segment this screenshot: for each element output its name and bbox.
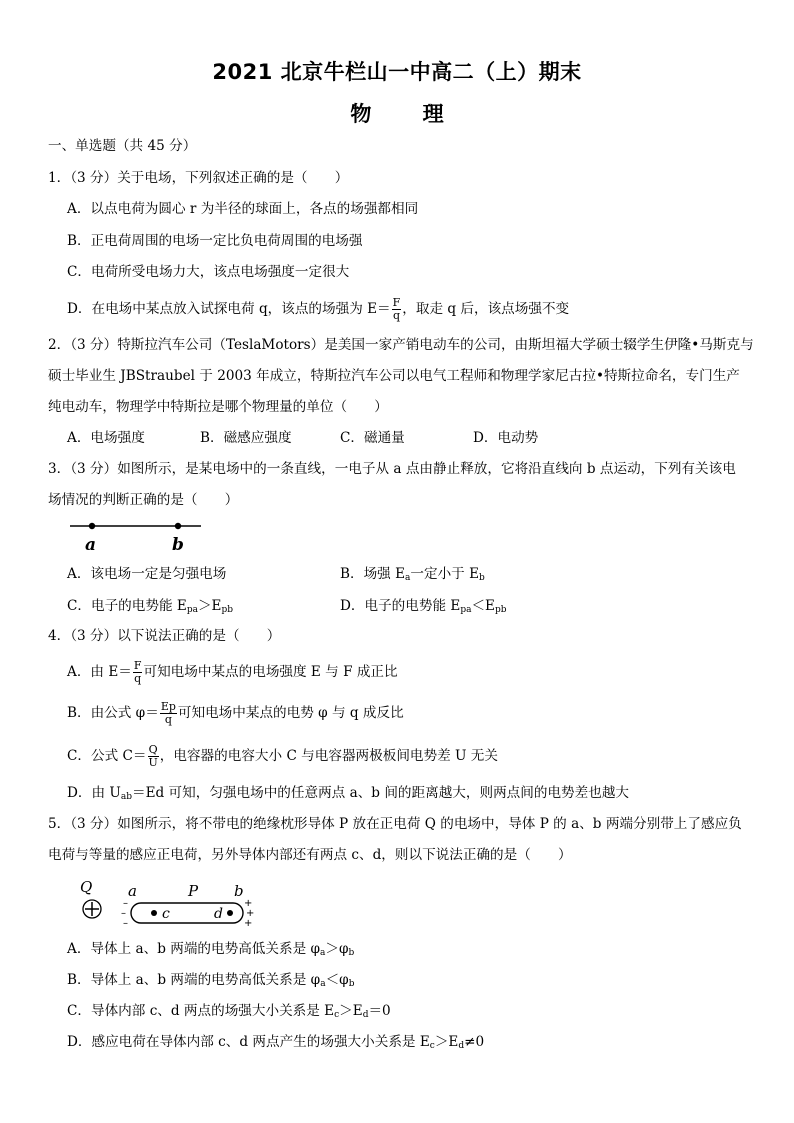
q5-pos-charge-2: + — [246, 908, 255, 919]
q4-a-post: 可知电场中某点的电场强度 E 与 F 成正比 — [143, 664, 398, 680]
q3-c-sub1: pa — [186, 605, 198, 615]
q3-c-pre: C．电子的电势能 E — [67, 598, 187, 614]
q5-option-a — [67, 940, 354, 962]
q1-d-fraction — [392, 297, 402, 322]
q5-b-sub2: b — [348, 979, 355, 989]
q5-neg-charge-3: – — [123, 918, 128, 929]
q3-b-mid: 一定小于 E — [410, 566, 480, 582]
q3-figure — [64, 515, 214, 557]
q5-b-sub1: a — [320, 979, 326, 989]
q5-pos-charge-3: + — [244, 918, 253, 929]
q5-d-sub1: c — [429, 1041, 435, 1051]
q2-line-3: 纯电动车，物理学中特斯拉是哪个物理量的单位（ ） — [48, 399, 388, 415]
q1-d-pre: D．在电场中某点放入试探电荷 q，该点的场强为 E＝ — [67, 301, 391, 317]
q1-option-a: A．以点电荷为圆心 r 为半径的球面上，各点的场强都相同 — [67, 201, 419, 217]
q1-stem: 1．（3 分）关于电场，下列叙述正确的是（ ） — [48, 170, 349, 186]
q4-a-fraction — [133, 660, 143, 685]
q2-option-a: A．电场强度 — [67, 430, 145, 446]
q5-label-q: Q — [80, 878, 93, 896]
q5-line-2: 电荷与等量的感应正电荷，另外导体内部还有两点 c、d，则以下说法正确的是（ ） — [48, 847, 572, 863]
q4-c-den: U — [148, 756, 158, 769]
q3-d-mid: ＜E — [471, 598, 495, 614]
q5-label-a: a — [128, 882, 137, 900]
q5-option-c — [67, 1002, 391, 1024]
q4-d-sub: ab — [120, 792, 133, 802]
q4-option-b — [67, 701, 404, 726]
q5-option-d — [67, 1033, 484, 1055]
q1-d-post: ，取走 q 后，该点场强不变 — [402, 301, 570, 317]
q5-point-c — [151, 910, 157, 916]
q2-option-d: D．电动势 — [473, 430, 539, 446]
q3-d-sub2: pb — [494, 605, 507, 615]
subject-title: 物 理 — [350, 102, 444, 126]
q4-b-post: 可知电场中某点的电势 φ 与 q 成反比 — [177, 705, 404, 721]
q5-d-mid: ＞E — [434, 1034, 459, 1050]
page-title: 2021 北京牛栏山一中高二（上）期末 — [212, 60, 582, 84]
q4-c-fraction — [148, 744, 159, 769]
q5-a-pre: A．导体上 a、b 两端的电势高低关系是 φ — [67, 941, 321, 957]
q4-a-pre: A．由 E＝ — [67, 664, 132, 680]
q5-d-pre: D．感应电荷在导体内部 c、d 两点产生的场强大小关系是 E — [67, 1034, 430, 1050]
q5-c-pre: C．导体内部 c、d 两点的场强大小关系是 E — [67, 1003, 335, 1019]
q4-b-pre: B．由公式 φ＝ — [67, 705, 159, 721]
q3-c-sub2: pb — [221, 605, 234, 615]
q4-c-pre: C．公式 C＝ — [67, 748, 147, 764]
q4-c-post: ，电容器的电容大小 C 与电容器两极板间电势差 U 无关 — [159, 748, 498, 764]
q4-option-a — [67, 660, 398, 685]
q3-option-d — [340, 597, 507, 619]
q5-label-b: b — [234, 882, 244, 900]
q4-c-num: Q — [148, 743, 158, 756]
q4-b-den: q — [164, 713, 172, 726]
q4-stem: 4．（3 分）以下说法正确的是（ ） — [48, 628, 281, 644]
q5-neg-charge-1: – — [123, 898, 128, 909]
q3-point-b — [175, 523, 181, 529]
q2-line-2: 硕士毕业生 JBStraubel 于 2003 年成立，特斯拉汽车公司以电气工程师和物理学家尼古拉•特斯拉命名，专门生产 — [48, 368, 740, 384]
q5-a-mid: ＞φ — [325, 941, 349, 957]
q4-option-c — [67, 744, 498, 769]
q2-option-c: C．磁通量 — [340, 430, 405, 446]
q5-b-pre: B．导体上 a、b 两端的电势高低关系是 φ — [67, 972, 321, 988]
q1-d-num: F — [392, 296, 401, 309]
q3-b-sub2: b — [479, 573, 485, 583]
q3-d-sub1: pa — [460, 605, 472, 615]
q5-b-mid: ＜φ — [325, 972, 349, 988]
q5-d-sub2: d — [458, 1041, 465, 1051]
q4-b-num: Ep — [160, 700, 176, 713]
q5-line-1: 5．（3 分）如图所示，将不带电的绝缘枕形导体 P 放在正电荷 Q 的电场中，导体 P 的 a、b 两端分别带上了感应负 — [48, 816, 742, 832]
q5-d-post: ≠0 — [464, 1034, 485, 1050]
q5-point-d — [227, 910, 233, 916]
q5-option-b — [67, 971, 354, 993]
q5-pos-charge-1: + — [244, 898, 253, 909]
q4-d-post: ＝Ed 可知，匀强电场中的任意两点 a、b 间的距离越大，则两点间的电势差也越大 — [132, 785, 630, 801]
q1-option-b: B．正电荷周围的电场一定比负电荷周围的电场强 — [67, 233, 363, 249]
q5-c-sub2: d — [362, 1010, 369, 1020]
q5-label-c: c — [162, 906, 170, 922]
q3-c-mid: ＞E — [197, 598, 222, 614]
q5-c-post: ＝0 — [368, 1003, 391, 1019]
q3-line-2: 场情况的判断正确的是（ ） — [48, 492, 239, 508]
q3-d-pre: D．电子的电势能 E — [340, 598, 461, 614]
q5-a-sub2: b — [348, 948, 355, 958]
q5-a-sub1: a — [320, 948, 326, 958]
q5-label-p: P — [188, 882, 199, 900]
q3-label-b: b — [172, 535, 184, 555]
q4-option-d — [67, 784, 629, 806]
q5-figure — [76, 876, 266, 930]
q2-option-b: B．磁感应强度 — [200, 430, 292, 446]
q3-b-pre: B．场强 E — [340, 566, 406, 582]
q4-a-den: q — [134, 672, 142, 685]
q3-line-1: 3．（3 分）如图所示，是某电场中的一条直线，一电子从 a 点由静止释放，它将沿直线向 b 点运动，下列有关该电 — [48, 461, 736, 477]
q3-label-a: a — [85, 535, 97, 555]
q5-conductor — [131, 903, 243, 923]
q4-d-pre: D．由 U — [67, 785, 121, 801]
q1-option-c: C．电荷所受电场力大，该点电场强度一定很大 — [67, 264, 350, 280]
section-heading: 一、单选题（共 45 分） — [48, 138, 197, 154]
q1-option-d — [67, 297, 569, 322]
q5-label-d: d — [214, 906, 223, 922]
q3-option-c — [67, 597, 233, 619]
q5-neg-charge-2: – — [121, 908, 126, 919]
q4-b-fraction — [160, 701, 177, 726]
q3-point-a — [89, 523, 95, 529]
q1-d-den: q — [392, 309, 400, 322]
q3-option-b — [340, 565, 485, 587]
q3-option-a: A．该电场一定是匀强电场 — [67, 566, 227, 582]
q3-b-sub1: a — [405, 573, 411, 583]
q4-a-num: F — [133, 659, 142, 672]
q5-c-mid: ＞E — [339, 1003, 363, 1019]
q5-c-sub1: c — [334, 1010, 340, 1020]
q2-line-1: 2．（3 分）特斯拉汽车公司（TeslaMotors）是美国一家产销电动车的公司，由斯坦福大学硕士辍学生伊隆•马斯克与 — [48, 337, 754, 353]
